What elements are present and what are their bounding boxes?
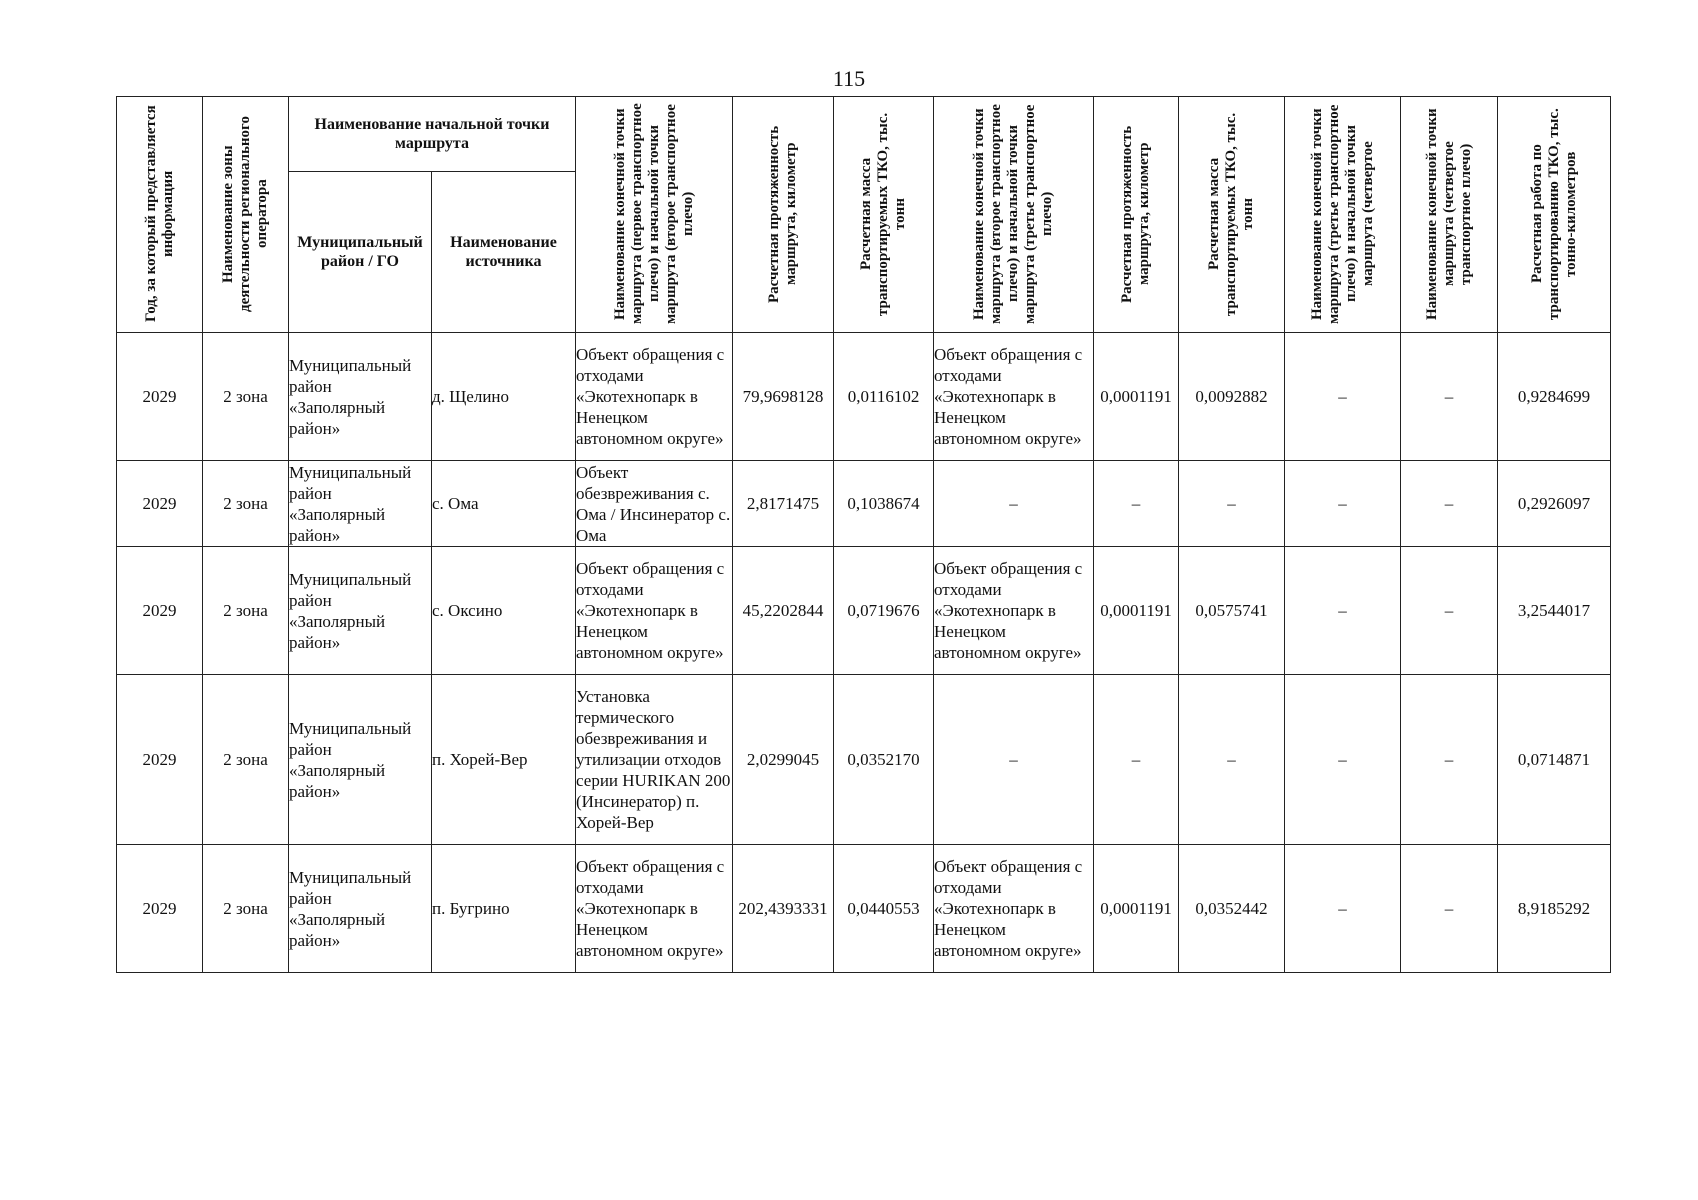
cell-length-2: – bbox=[1094, 461, 1179, 547]
routes-table bbox=[116, 96, 1611, 973]
cell-end-point-1: Установка термического обезвреживания и утилизации отходов серии HURIKAN 200 (Инсинератор) п. Хорей-Вер bbox=[576, 675, 733, 845]
cell-source: д. Щелино bbox=[432, 333, 576, 461]
header-start-point: Наименование начальной точки маршрута bbox=[289, 97, 576, 172]
cell-work: 8,9185292 bbox=[1498, 845, 1611, 973]
cell-end-point-3: – bbox=[1285, 547, 1401, 675]
cell-mass-1: 0,0440553 bbox=[834, 845, 934, 973]
cell-end-point-4: – bbox=[1401, 461, 1498, 547]
table-row bbox=[117, 547, 1611, 675]
header-end-point-1: Наименование конечной точки маршрута (первое транспортное плечо) и начальной точки маршрута (второе транспортное плечо) bbox=[576, 97, 733, 333]
cell-length-1: 202,4393331 bbox=[733, 845, 834, 973]
cell-municipal: Муниципальный район «Заполярный район» bbox=[289, 333, 432, 461]
cell-work: 0,2926097 bbox=[1498, 461, 1611, 547]
cell-work: 0,0714871 bbox=[1498, 675, 1611, 845]
cell-end-point-4: – bbox=[1401, 845, 1498, 973]
table-row bbox=[117, 333, 1611, 461]
cell-end-point-2: Объект обращения с отходами «Экотехнопарк в Ненецком автономном округе» bbox=[934, 333, 1094, 461]
cell-end-point-2: – bbox=[934, 461, 1094, 547]
cell-end-point-4: – bbox=[1401, 333, 1498, 461]
header-length-2: Расчетная протяженность маршрута, километр bbox=[1094, 97, 1179, 333]
cell-mass-1: 0,0719676 bbox=[834, 547, 934, 675]
cell-mass-1: 0,0116102 bbox=[834, 333, 934, 461]
cell-length-2: 0,0001191 bbox=[1094, 547, 1179, 675]
cell-zone: 2 зона bbox=[203, 675, 289, 845]
table-header bbox=[117, 97, 1611, 333]
cell-end-point-3: – bbox=[1285, 845, 1401, 973]
cell-municipal: Муниципальный район «Заполярный район» bbox=[289, 461, 432, 547]
cell-length-2: – bbox=[1094, 675, 1179, 845]
cell-end-point-3: – bbox=[1285, 675, 1401, 845]
cell-zone: 2 зона bbox=[203, 547, 289, 675]
header-work: Расчетная работа по транспортированию ТКО, тыс. тонно-километров bbox=[1498, 97, 1611, 333]
header-municipal: Муниципальный район / ГО bbox=[289, 172, 432, 333]
cell-end-point-2: – bbox=[934, 675, 1094, 845]
header-end-point-2: Наименование конечной точки маршрута (второе транспортное плечо) и начальной точки маршрута (третье транспортное плечо) bbox=[934, 97, 1094, 333]
table-body bbox=[117, 333, 1611, 973]
cell-mass-1: 0,0352170 bbox=[834, 675, 934, 845]
cell-year: 2029 bbox=[117, 461, 203, 547]
cell-end-point-1: Объект обращения с отходами «Экотехнопарк в Ненецком автономном округе» bbox=[576, 333, 733, 461]
cell-mass-2: 0,0575741 bbox=[1179, 547, 1285, 675]
cell-municipal: Муниципальный район «Заполярный район» bbox=[289, 675, 432, 845]
header-year: Год, за который представляется информация bbox=[117, 97, 203, 333]
header-zone: Наименование зоны деятельности регионального оператора bbox=[203, 97, 289, 333]
cell-municipal: Муниципальный район «Заполярный район» bbox=[289, 845, 432, 973]
cell-mass-2: – bbox=[1179, 461, 1285, 547]
cell-length-2: 0,0001191 bbox=[1094, 333, 1179, 461]
cell-mass-2: 0,0092882 bbox=[1179, 333, 1285, 461]
cell-year: 2029 bbox=[117, 675, 203, 845]
header-mass-2: Расчетная масса транспортируемых ТКО, тыс. тонн bbox=[1179, 97, 1285, 333]
cell-end-point-3: – bbox=[1285, 461, 1401, 547]
table-row bbox=[117, 845, 1611, 973]
cell-end-point-1: Объект обезвреживания с. Ома / Инсинератор с. Ома bbox=[576, 461, 733, 547]
cell-mass-1: 0,1038674 bbox=[834, 461, 934, 547]
cell-mass-2: – bbox=[1179, 675, 1285, 845]
table-row bbox=[117, 461, 1611, 547]
cell-length-1: 2,0299045 bbox=[733, 675, 834, 845]
cell-year: 2029 bbox=[117, 333, 203, 461]
cell-end-point-4: – bbox=[1401, 547, 1498, 675]
cell-source: п. Бугрино bbox=[432, 845, 576, 973]
cell-length-2: 0,0001191 bbox=[1094, 845, 1179, 973]
cell-end-point-4: – bbox=[1401, 675, 1498, 845]
cell-zone: 2 зона bbox=[203, 333, 289, 461]
cell-source: п. Хорей-Вер bbox=[432, 675, 576, 845]
cell-source: с. Ома bbox=[432, 461, 576, 547]
cell-end-point-3: – bbox=[1285, 333, 1401, 461]
cell-end-point-2: Объект обращения с отходами «Экотехнопарк в Ненецком автономном округе» bbox=[934, 845, 1094, 973]
cell-length-1: 2,8171475 bbox=[733, 461, 834, 547]
cell-end-point-2: Объект обращения с отходами «Экотехнопарк в Ненецком автономном округе» bbox=[934, 547, 1094, 675]
cell-year: 2029 bbox=[117, 845, 203, 973]
cell-end-point-1: Объект обращения с отходами «Экотехнопарк в Ненецком автономном округе» bbox=[576, 845, 733, 973]
cell-zone: 2 зона bbox=[203, 845, 289, 973]
header-source: Наименование источника bbox=[432, 172, 576, 333]
header-mass-1: Расчетная масса транспортируемых ТКО, тыс. тонн bbox=[834, 97, 934, 333]
cell-municipal: Муниципальный район «Заполярный район» bbox=[289, 547, 432, 675]
cell-end-point-1: Объект обращения с отходами «Экотехнопарк в Ненецком автономном округе» bbox=[576, 547, 733, 675]
cell-length-1: 45,2202844 bbox=[733, 547, 834, 675]
cell-mass-2: 0,0352442 bbox=[1179, 845, 1285, 973]
header-end-point-4: Наименование конечной точки маршрута (четвертое транспортное плечо) bbox=[1401, 97, 1498, 333]
header-length-1: Расчетная протяженность маршрута, километр bbox=[733, 97, 834, 333]
cell-source: с. Оксино bbox=[432, 547, 576, 675]
header-end-point-3: Наименование конечной точки маршрута (третье транспортное плечо) и начальной точки маршрута (четвертое bbox=[1285, 97, 1401, 333]
cell-zone: 2 зона bbox=[203, 461, 289, 547]
cell-length-1: 79,9698128 bbox=[733, 333, 834, 461]
cell-work: 3,2544017 bbox=[1498, 547, 1611, 675]
cell-work: 0,9284699 bbox=[1498, 333, 1611, 461]
table-row bbox=[117, 675, 1611, 845]
cell-year: 2029 bbox=[117, 547, 203, 675]
page-number: 115 bbox=[832, 66, 866, 91]
